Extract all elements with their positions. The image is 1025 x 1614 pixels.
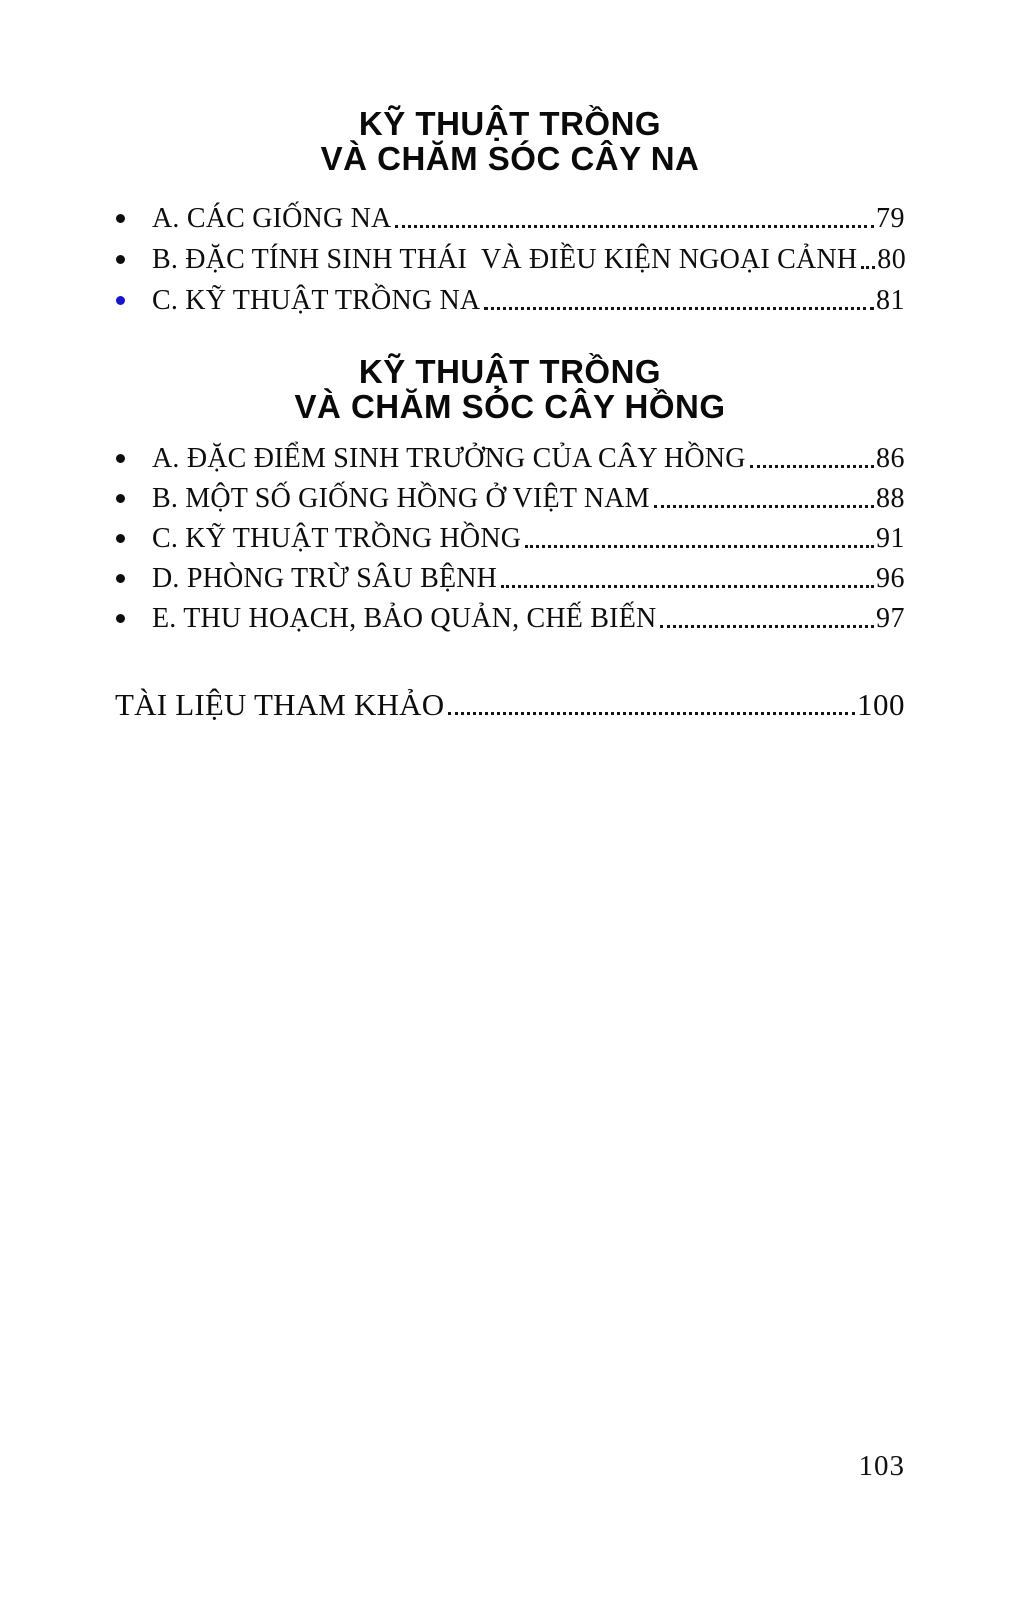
entry-label: C. KỸ THUẬT TRỒNG NA [152,285,481,316]
entry-label: A. ĐẶC ĐIỂM SINH TRƯỞNG CỦA CÂY HỒNG [152,443,746,474]
dot-leader [484,307,874,310]
entry-page-number: 91 [876,523,905,554]
entry-label: E. THU HOẠCH, BẢO QUẢN, CHẾ BIẾN [152,603,657,634]
dot-leader [395,225,874,228]
entry-page-number: 97 [876,603,905,634]
dot-leader [750,465,874,468]
bullet-icon [116,454,125,463]
toc-entry [115,435,905,475]
toc-entry [115,276,905,317]
dot-leader [525,545,874,548]
references-page-number: 100 [857,687,905,722]
entry-page-number: 86 [876,443,905,474]
entry-label: D. PHÒNG TRỪ SÂU BỆNH [152,563,498,594]
section-1-heading-line-1: KỸ THUẬT TRỒNG [358,105,662,142]
references-label: TÀI LIỆU THAM KHẢO [115,687,445,722]
page-number: 103 [858,1450,905,1482]
entry-label: B. MỘT SỐ GIỐNG HỒNG Ở VIỆT NAM [152,483,650,514]
bullet-icon [116,214,125,223]
dot-leader [654,505,874,508]
toc-entry [115,555,905,595]
entry-page-number: 79 [876,203,905,234]
bullet-icon [116,296,125,305]
toc-entry [115,194,905,235]
section-2-heading-line-2: VÀ CHĂM SÓC CÂY HỒNG [294,388,726,425]
section-1-heading [115,106,905,176]
bullet-icon [116,494,125,503]
entry-label: A. CÁC GIỐNG NA [152,203,392,234]
section-2-toc-list [115,435,905,635]
bullet-icon [116,574,125,583]
entry-page-number: 88 [876,483,905,514]
entry-page-number: 96 [876,563,905,594]
entry-label: C. KỸ THUẬT TRỒNG HỒNG [152,523,522,554]
toc-entry [115,235,905,276]
section-1-toc-list [115,194,905,317]
section-1-heading-line-2: VÀ CHĂM SÓC CÂY NA [320,140,700,177]
entry-page-number: 80 [877,244,907,275]
toc-entry [115,475,905,515]
dot-leader [861,266,875,269]
toc-entry [115,595,905,635]
section-2-heading-line-1: KỸ THUẬT TRỒNG [358,353,662,390]
references-entry [115,679,905,723]
dot-leader [660,625,874,628]
section-2-heading [115,354,905,424]
dot-leader [501,585,874,588]
toc-content [115,106,905,723]
entry-label: B. ĐẶC TÍNH SINH THÁI VÀ ĐIỀU KIỆN NGOẠI CẢNH [152,244,858,275]
entry-page-number: 81 [876,285,905,316]
bullet-icon [116,255,125,264]
dot-leader [448,712,855,715]
bullet-icon [116,614,125,623]
bullet-icon [116,534,125,543]
toc-entry [115,515,905,555]
